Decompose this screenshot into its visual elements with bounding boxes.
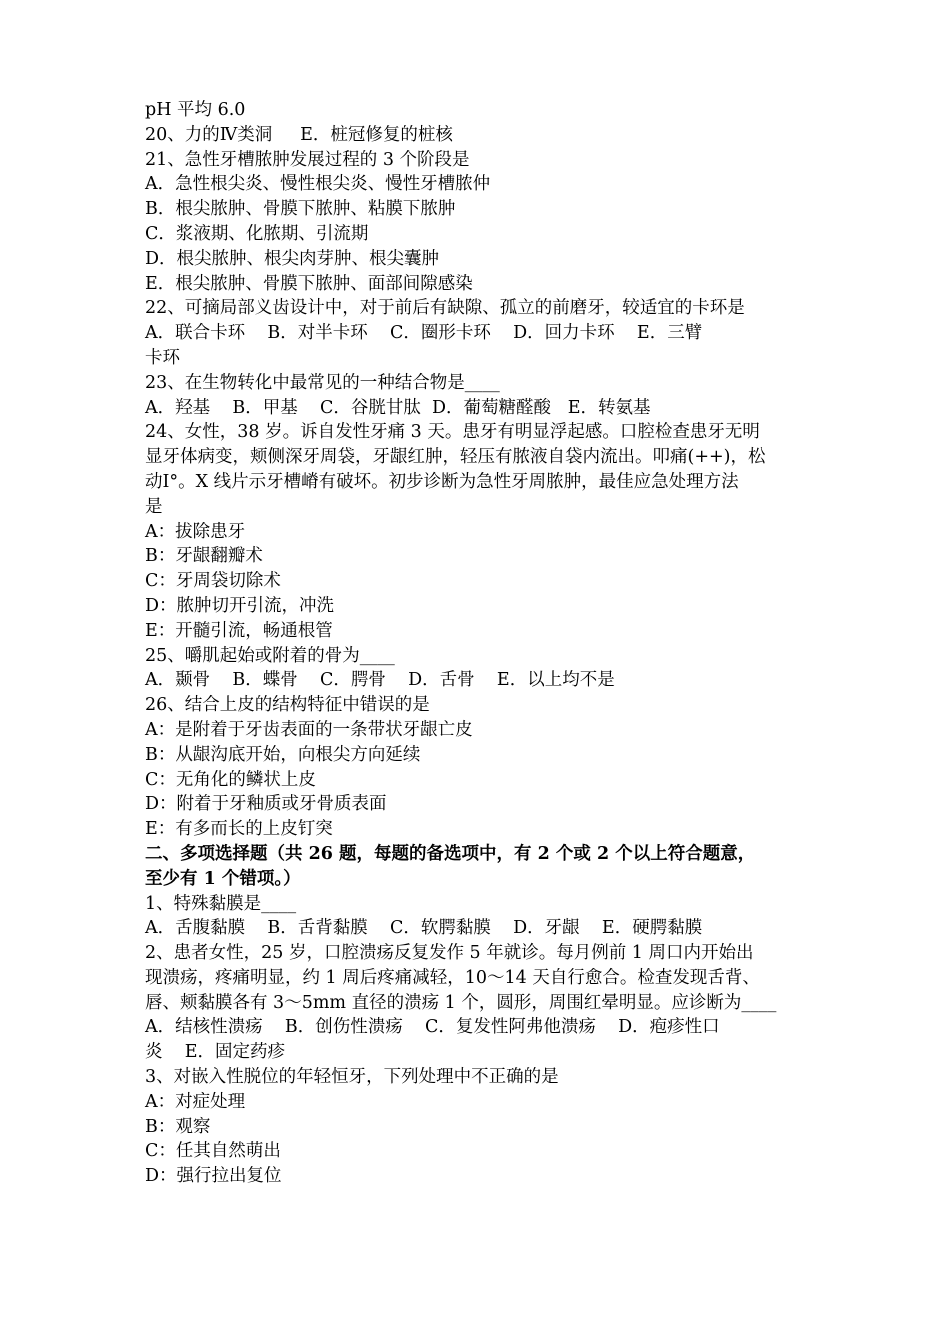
question-m2: 2、患者女性，25 岁，口腔溃疡反复发作 5 年就诊。每月例前 1 周口内开始出 [145,943,754,964]
option-e: E：有多而长的上皮钉突 [145,819,333,840]
section-heading-cont: 至少有 1 个错项。） [145,868,301,889]
question-23: 23、在生物转化中最常见的一种结合物是____ [145,372,500,393]
option-d: D：强行拉出复位 [145,1166,282,1187]
option-c: C：牙周袋切除术 [145,571,281,592]
document-body [145,98,810,1189]
text-line: 20、力的Ⅳ类洞 E．桩冠修复的桩核 [145,124,453,145]
option-d: D．根尖脓肿、根尖肉芽肿、根尖囊肿 [145,248,440,269]
question-25: 25、嚼肌起始或附着的骨为____ [145,645,395,666]
option-a: A：拔除患牙 [145,521,246,542]
options-line: A．联合卡环 B．对半卡环 C．圈形卡环 D．回力卡环 E．三臂 [145,323,703,344]
option-a: A．急性根尖炎、慢性根尖炎、慢性牙槽脓仲 [145,174,491,195]
option-b: B．根尖脓肿、骨膜下脓肿、粘膜下脓肿 [145,199,456,220]
text-line: 动Ⅰ°。X 线片示牙槽嵴有破坏。初步诊断为急性牙周脓肿，最佳应急处理方法 [145,471,739,492]
options-line: A．颞骨 B．蝶骨 C．腭骨 D．舌骨 E．以上均不是 [145,670,615,691]
options-line: A．舌腹黏膜 B．舌背黏膜 C．软腭黏膜 D．牙龈 E．硬腭黏膜 [145,918,703,939]
section-heading: 二、多项选择题（共 26 题，每题的备选项中，有 2 个或 2 个以上符合题意， [145,843,756,864]
text-line: 显牙体病变，颊侧深牙周袋，牙龈红肿，轻压有脓液自袋内流出。叩痛(++)，松 [145,447,766,468]
question-21: 21、急性牙槽脓肿发展过程的 3 个阶段是 [145,149,470,170]
question-26: 26、结合上皮的结构特征中错误的是 [145,695,430,716]
option-b: B：观察 [145,1116,211,1137]
option-a: A：对症处理 [145,1091,246,1112]
option-e: E．根尖脓肿、骨膜下脓肿、面部间隙感染 [145,273,473,294]
question-24: 24、女性，38 岁。诉自发性牙痛 3 天。患牙有明显浮起感。口腔检查患牙无明 [145,422,760,443]
question-22: 22、可摘局部义齿设计中，对于前后有缺隙、孤立的前磨牙，较适宜的卡环是 [145,298,745,319]
option-e: E：开髓引流，畅通根管 [145,620,333,641]
option-b: B：从龈沟底开始，向根尖方向延续 [145,744,421,765]
text-line: 是 [145,496,163,517]
option-a: A：是附着于牙齿表面的一条带状牙龈亡皮 [145,719,473,740]
options-line: A．结核性溃疡 B．创伤性溃疡 C．复发性阿弗他溃疡 D．疱疹性口 [145,1017,720,1038]
text-line: 炎 E．固定药疹 [145,1042,286,1063]
option-c: C：无角化的鳞状上皮 [145,769,316,790]
text-line: 现溃疡，疼痛明显，约 1 周后疼痛减轻，10～14 天自行愈合。检查发现舌背、 [145,967,760,988]
option-d: D：附着于牙釉质或牙骨质表面 [145,794,387,815]
question-m3: 3、对嵌入性脱位的年轻恒牙，下列处理中不正确的是 [145,1067,559,1088]
option-c: C．浆液期、化脓期、引流期 [145,223,369,244]
text-line: 唇、颊黏膜各有 3～5mm 直径的溃疡 1 个，圆形，周围红晕明显。应诊断为____ [145,992,777,1013]
option-d: D：脓肿切开引流，冲洗 [145,595,335,616]
option-c: C：任其自然萌出 [145,1141,281,1162]
question-m1: 1、特殊黏膜是____ [145,893,297,914]
option-b: B：牙龈翻瓣术 [145,546,263,567]
text-line: pH 平均 6.0 [145,100,246,120]
options-line: A．羟基 B．甲基 C．谷胱甘肽 D．葡萄糖醛酸 E．转氨基 [145,397,651,418]
text-line: 卡环 [145,347,180,368]
